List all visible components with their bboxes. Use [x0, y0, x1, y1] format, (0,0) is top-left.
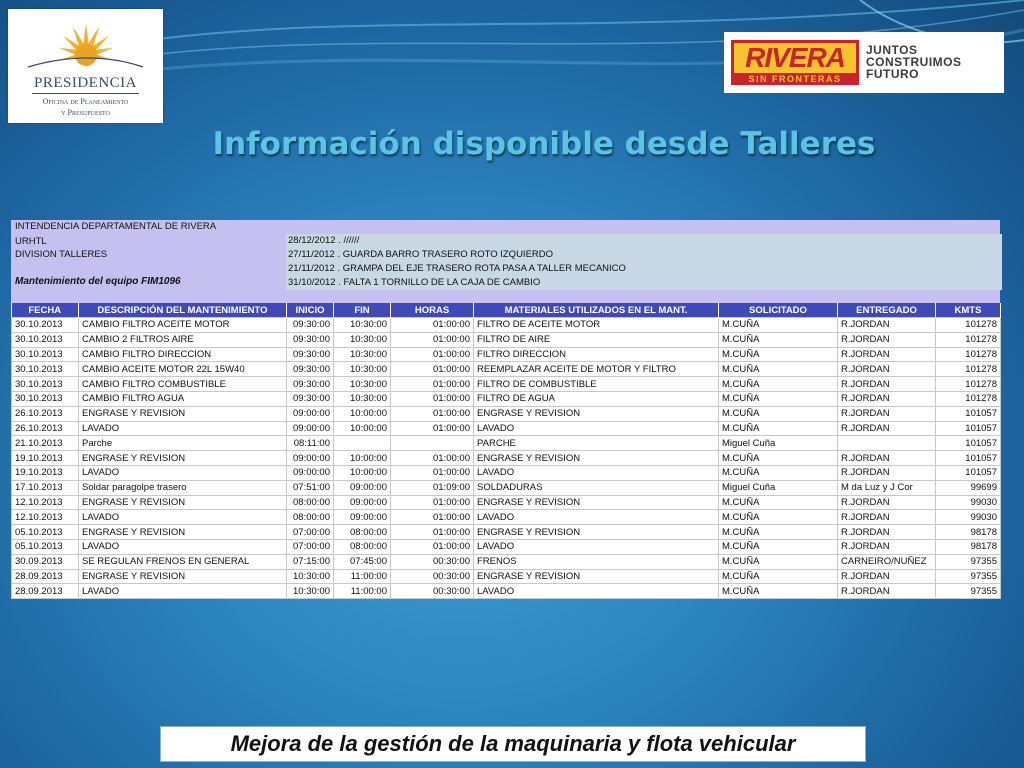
cell-horas: 01:00:00 [391, 332, 474, 347]
table-row [12, 377, 1001, 392]
cell-fin: 08:00:00 [334, 539, 391, 554]
table-row [12, 391, 1001, 406]
cell-inicio: 09:30:00 [287, 362, 334, 377]
cell-horas: 00:30:00 [391, 584, 474, 599]
cell-fecha: 30.09.2013 [12, 554, 79, 569]
cell-descripcion: LAVADO [79, 465, 287, 480]
table-row [12, 525, 1001, 540]
presidencia-name: PRESIDENCIA [33, 75, 137, 91]
cell-solicitado: M.CUÑA [719, 391, 838, 406]
cell-fin [334, 436, 391, 451]
table-row [12, 332, 1001, 347]
slide-title: Información disponible desde Talleres [212, 126, 876, 162]
table-row [12, 406, 1001, 421]
cell-descripcion: ENGRASE Y REVISION [79, 569, 287, 584]
cell-solicitado: M.CUÑA [719, 539, 838, 554]
column-header-kmts: KMTS [936, 303, 1001, 318]
note-line: 21/11/2012 . GRAMPA DEL EJE TRASERO ROTA PASA A TALLER MECANICO [286, 262, 1002, 276]
cell-descripcion: CAMBIO ACEITE MOTOR 22L 15W40 [79, 362, 287, 377]
cell-entregado: R.JORDAN [838, 569, 936, 584]
cell-inicio: 09:00:00 [287, 406, 334, 421]
cell-materiales: FILTRO DE ACEITE MOTOR [474, 318, 719, 333]
cell-descripcion: SE REGULAN FRENOS EN GENERAL [79, 554, 287, 569]
cell-kmts: 101057 [936, 465, 1001, 480]
cell-inicio: 09:30:00 [287, 332, 334, 347]
cell-descripcion: Parche [79, 436, 287, 451]
maintenance-sheet [11, 220, 1000, 599]
cell-solicitado: Miguel Cuña [719, 480, 838, 495]
cell-solicitado: M.CUÑA [719, 554, 838, 569]
cell-inicio: 09:30:00 [287, 347, 334, 362]
cell-materiales: FILTRO DE AIRE [474, 332, 719, 347]
cell-materiales: REEMPLAZAR ACEITE DE MOTOR Y FILTRO [474, 362, 719, 377]
cell-fecha: 30.10.2013 [12, 332, 79, 347]
cell-solicitado: M.CUÑA [719, 495, 838, 510]
slogan-line: FUTURO [866, 67, 919, 81]
cell-horas: 01:00:00 [391, 421, 474, 436]
cell-horas [391, 436, 474, 451]
cell-inicio: 08:00:00 [287, 495, 334, 510]
cell-entregado: R.JORDAN [838, 377, 936, 392]
cell-fin: 07:45:00 [334, 554, 391, 569]
note-line: 27/11/2012 . GUARDA BARRO TRASERO ROTO IZQUIERDO [286, 248, 1002, 262]
footer-banner: Mejora de la gestión de la maquinaria y flota vehicular [160, 726, 866, 762]
cell-horas: 00:30:00 [391, 554, 474, 569]
cell-fin: 10:30:00 [334, 391, 391, 406]
cell-materiales: ENGRASE Y REVISION [474, 569, 719, 584]
cell-materiales: LAVADO [474, 421, 719, 436]
cell-entregado: M da Luz y J Cor [838, 480, 936, 495]
cell-materiales: LAVADO [474, 510, 719, 525]
cell-materiales: ENGRASE Y REVISION [474, 406, 719, 421]
cell-entregado: R.JORDAN [838, 584, 936, 599]
presidencia-line2: y Presupuesto [61, 108, 110, 117]
cell-horas: 01:00:00 [391, 495, 474, 510]
cell-inicio: 09:30:00 [287, 391, 334, 406]
cell-solicitado: Miguel Cuña [719, 436, 838, 451]
cell-materiales: FILTRO DE AGUA [474, 391, 719, 406]
column-header-solicitado: SOLICITADO [719, 303, 838, 318]
cell-inicio: 09:00:00 [287, 465, 334, 480]
cell-fecha: 19.10.2013 [12, 451, 79, 466]
cell-horas: 00:30:00 [391, 569, 474, 584]
table-row [12, 436, 1001, 451]
cell-kmts: 97355 [936, 584, 1001, 599]
cell-fin: 09:00:00 [334, 510, 391, 525]
cell-fecha: 30.10.2013 [12, 377, 79, 392]
rivera-brand: RIVERA [734, 43, 856, 73]
cell-fecha: 30.10.2013 [12, 318, 79, 333]
slogan-line: CONSTRUIMOS [866, 55, 962, 69]
column-header-descripcion: DESCRIPCIÓN DEL MANTENIMIENTO [79, 303, 287, 318]
cell-fecha: 30.10.2013 [12, 362, 79, 377]
cell-kmts: 101057 [936, 406, 1001, 421]
cell-solicitado: M.CUÑA [719, 362, 838, 377]
cell-entregado: R.JORDAN [838, 391, 936, 406]
table-row [12, 347, 1001, 362]
cell-horas: 01:09:00 [391, 480, 474, 495]
cell-descripcion: CAMBIO FILTRO AGUA [79, 391, 287, 406]
cell-kmts: 101278 [936, 391, 1001, 406]
cell-kmts: 98178 [936, 525, 1001, 540]
cell-solicitado: M.CUÑA [719, 465, 838, 480]
cell-solicitado: M.CUÑA [719, 584, 838, 599]
cell-descripcion: ENGRASE Y REVISION [79, 451, 287, 466]
cell-kmts: 101057 [936, 451, 1001, 466]
cell-fecha: 30.10.2013 [12, 391, 79, 406]
cell-kmts: 99030 [936, 510, 1001, 525]
cell-entregado [838, 436, 936, 451]
cell-fin: 10:30:00 [334, 347, 391, 362]
cell-fecha: 05.10.2013 [12, 525, 79, 540]
sun-emblem-icon [8, 9, 163, 75]
cell-inicio: 09:30:00 [287, 318, 334, 333]
cell-fin: 10:30:00 [334, 362, 391, 377]
cell-fecha: 30.10.2013 [12, 347, 79, 362]
cell-horas: 01:00:00 [391, 510, 474, 525]
cell-inicio: 09:00:00 [287, 421, 334, 436]
table-row [12, 510, 1001, 525]
cell-descripcion: CAMBIO FILTRO ACEITE MOTOR [79, 318, 287, 333]
cell-entregado: R.JORDAN [838, 510, 936, 525]
slogan-line: JUNTOS [866, 43, 918, 57]
table-row [12, 495, 1001, 510]
rivera-logo [724, 32, 1004, 93]
cell-solicitado: M.CUÑA [719, 377, 838, 392]
cell-entregado: R.JORDAN [838, 347, 936, 362]
cell-kmts: 101278 [936, 377, 1001, 392]
rivera-slogan [866, 44, 962, 80]
cell-fin: 09:00:00 [334, 495, 391, 510]
table-row [12, 451, 1001, 466]
column-header-materiales: MATERIALES UTILIZADOS EN EL MANT. [474, 303, 719, 318]
cell-kmts: 99030 [936, 495, 1001, 510]
column-header-fecha: FECHA [12, 303, 79, 318]
cell-entregado: R.JORDAN [838, 495, 936, 510]
cell-materiales: FILTRO DE COMBUSTIBLE [474, 377, 719, 392]
cell-entregado: R.JORDAN [838, 318, 936, 333]
rivera-badge [731, 40, 859, 85]
cell-solicitado: M.CUÑA [719, 347, 838, 362]
presidencia-line1: Oficina de Planeamiento [42, 97, 129, 106]
cell-solicitado: M.CUÑA [719, 318, 838, 333]
cell-entregado: R.JORDAN [838, 525, 936, 540]
cell-solicitado: M.CUÑA [719, 406, 838, 421]
org-name: INTENDENCIA DEPARTAMENTAL DE RIVERA [15, 221, 217, 232]
table-row [12, 318, 1001, 333]
cell-entregado: R.JORDAN [838, 451, 936, 466]
cell-descripcion: LAVADO [79, 421, 287, 436]
cell-inicio: 09:30:00 [287, 377, 334, 392]
cell-fecha: 19.10.2013 [12, 465, 79, 480]
cell-fecha: 28.09.2013 [12, 569, 79, 584]
cell-fecha: 12.10.2013 [12, 510, 79, 525]
equipment-title: Mantenimiento del equipo FIM1096 [15, 276, 181, 287]
column-header-horas: HORAS [391, 303, 474, 318]
cell-fin: 11:00:00 [334, 584, 391, 599]
cell-solicitado: M.CUÑA [719, 421, 838, 436]
cell-fin: 10:00:00 [334, 406, 391, 421]
cell-fin: 10:00:00 [334, 421, 391, 436]
presidencia-logo [8, 9, 163, 123]
cell-horas: 01:00:00 [391, 525, 474, 540]
cell-solicitado: M.CUÑA [719, 525, 838, 540]
cell-inicio: 07:00:00 [287, 525, 334, 540]
cell-descripcion: ENGRASE Y REVISION [79, 406, 287, 421]
cell-inicio: 08:11:00 [287, 436, 334, 451]
cell-materiales: ENGRASE Y REVISION [474, 495, 719, 510]
table-row [12, 584, 1001, 599]
cell-horas: 01:00:00 [391, 539, 474, 554]
cell-entregado: R.JORDAN [838, 465, 936, 480]
table-row [12, 480, 1001, 495]
cell-horas: 01:00:00 [391, 362, 474, 377]
cell-materiales: FILTRO DIRECCION [474, 347, 719, 362]
cell-fin: 10:30:00 [334, 332, 391, 347]
cell-solicitado: M.CUÑA [719, 332, 838, 347]
cell-entregado: R.JORDAN [838, 362, 936, 377]
cell-materiales: LAVADO [474, 584, 719, 599]
cell-materiales: FRENOS [474, 554, 719, 569]
cell-kmts: 97355 [936, 569, 1001, 584]
cell-horas: 01:00:00 [391, 318, 474, 333]
cell-descripcion: LAVADO [79, 510, 287, 525]
note-line: 31/10/2012 . FALTA 1 TORNILLO DE LA CAJA DE CAMBIO [286, 276, 1002, 290]
cell-fin: 10:30:00 [334, 318, 391, 333]
cell-fecha: 21.10.2013 [12, 436, 79, 451]
column-header-fin: FIN [334, 303, 391, 318]
cell-descripcion: Soldar paragolpe trasero [79, 480, 287, 495]
cell-kmts: 101057 [936, 421, 1001, 436]
cell-horas: 01:00:00 [391, 347, 474, 362]
cell-fin: 10:00:00 [334, 465, 391, 480]
cell-kmts: 101278 [936, 318, 1001, 333]
cell-inicio: 09:00:00 [287, 451, 334, 466]
cell-materiales: ENGRASE Y REVISION [474, 525, 719, 540]
cell-fecha: 28.09.2013 [12, 584, 79, 599]
cell-solicitado: M.CUÑA [719, 510, 838, 525]
cell-entregado: R.JORDAN [838, 332, 936, 347]
cell-horas: 01:00:00 [391, 377, 474, 392]
cell-entregado: R.JORDAN [838, 406, 936, 421]
cell-inicio: 07:51:00 [287, 480, 334, 495]
cell-descripcion: CAMBIO FILTRO DIRECCION [79, 347, 287, 362]
cell-inicio: 07:15:00 [287, 554, 334, 569]
unit-name: URHTL [15, 236, 47, 247]
cell-entregado: R.JORDAN [838, 421, 936, 436]
cell-fin: 10:00:00 [334, 451, 391, 466]
cell-horas: 01:00:00 [391, 451, 474, 466]
cell-solicitado: M.CUÑA [719, 569, 838, 584]
cell-kmts: 98178 [936, 539, 1001, 554]
note-line: 28/12/2012 . ////// [286, 234, 1002, 248]
cell-fecha: 12.10.2013 [12, 495, 79, 510]
cell-fecha: 26.10.2013 [12, 421, 79, 436]
cell-inicio: 07:00:00 [287, 539, 334, 554]
cell-materiales: LAVADO [474, 539, 719, 554]
cell-kmts: 101057 [936, 436, 1001, 451]
logo-divider [32, 93, 139, 94]
rivera-subtitle: SIN FRONTERAS [748, 74, 842, 84]
cell-descripcion: LAVADO [79, 539, 287, 554]
cell-descripcion: CAMBIO FILTRO COMBUSTIBLE [79, 377, 287, 392]
cell-inicio: 08:00:00 [287, 510, 334, 525]
cell-kmts: 101278 [936, 362, 1001, 377]
table-body [12, 318, 1001, 599]
cell-fecha: 26.10.2013 [12, 406, 79, 421]
cell-fecha: 05.10.2013 [12, 539, 79, 554]
column-header-entregado: ENTREGADO [838, 303, 936, 318]
table-row [12, 421, 1001, 436]
table-header-row [12, 303, 1001, 318]
cell-kmts: 101278 [936, 332, 1001, 347]
table-row [12, 539, 1001, 554]
table-row [12, 554, 1001, 569]
cell-horas: 01:00:00 [391, 391, 474, 406]
cell-materiales: PARCHE [474, 436, 719, 451]
cell-kmts: 99699 [936, 480, 1001, 495]
division-name: DIVISION TALLERES [15, 249, 108, 260]
cell-inicio: 10:30:00 [287, 584, 334, 599]
cell-horas: 01:00:00 [391, 406, 474, 421]
table-row [12, 362, 1001, 377]
cell-fin: 11:00:00 [334, 569, 391, 584]
sheet-header [11, 220, 1000, 300]
cell-solicitado: M.CUÑA [719, 451, 838, 466]
cell-entregado: CARNEIRO/NUÑEZ [838, 554, 936, 569]
cell-descripcion: LAVADO [79, 584, 287, 599]
cell-fin: 09:00:00 [334, 480, 391, 495]
cell-horas: 01:00:00 [391, 465, 474, 480]
maintenance-table [11, 303, 1001, 599]
cell-materiales: ENGRASE Y REVISION [474, 451, 719, 466]
cell-fin: 08:00:00 [334, 525, 391, 540]
cell-entregado: R.JORDAN [838, 539, 936, 554]
cell-fecha: 17.10.2013 [12, 480, 79, 495]
cell-descripcion: CAMBIO 2 FILTROS AIRE [79, 332, 287, 347]
cell-fin: 10:30:00 [334, 377, 391, 392]
column-header-inicio: INICIO [287, 303, 334, 318]
cell-kmts: 97355 [936, 554, 1001, 569]
cell-descripcion: ENGRASE Y REVISION [79, 495, 287, 510]
cell-kmts: 101278 [936, 347, 1001, 362]
table-row [12, 465, 1001, 480]
table-row [12, 569, 1001, 584]
cell-inicio: 10:30:00 [287, 569, 334, 584]
cell-descripcion: ENGRASE Y REVISION [79, 525, 287, 540]
cell-materiales: SOLDADURAS [474, 480, 719, 495]
cell-materiales: LAVADO [474, 465, 719, 480]
